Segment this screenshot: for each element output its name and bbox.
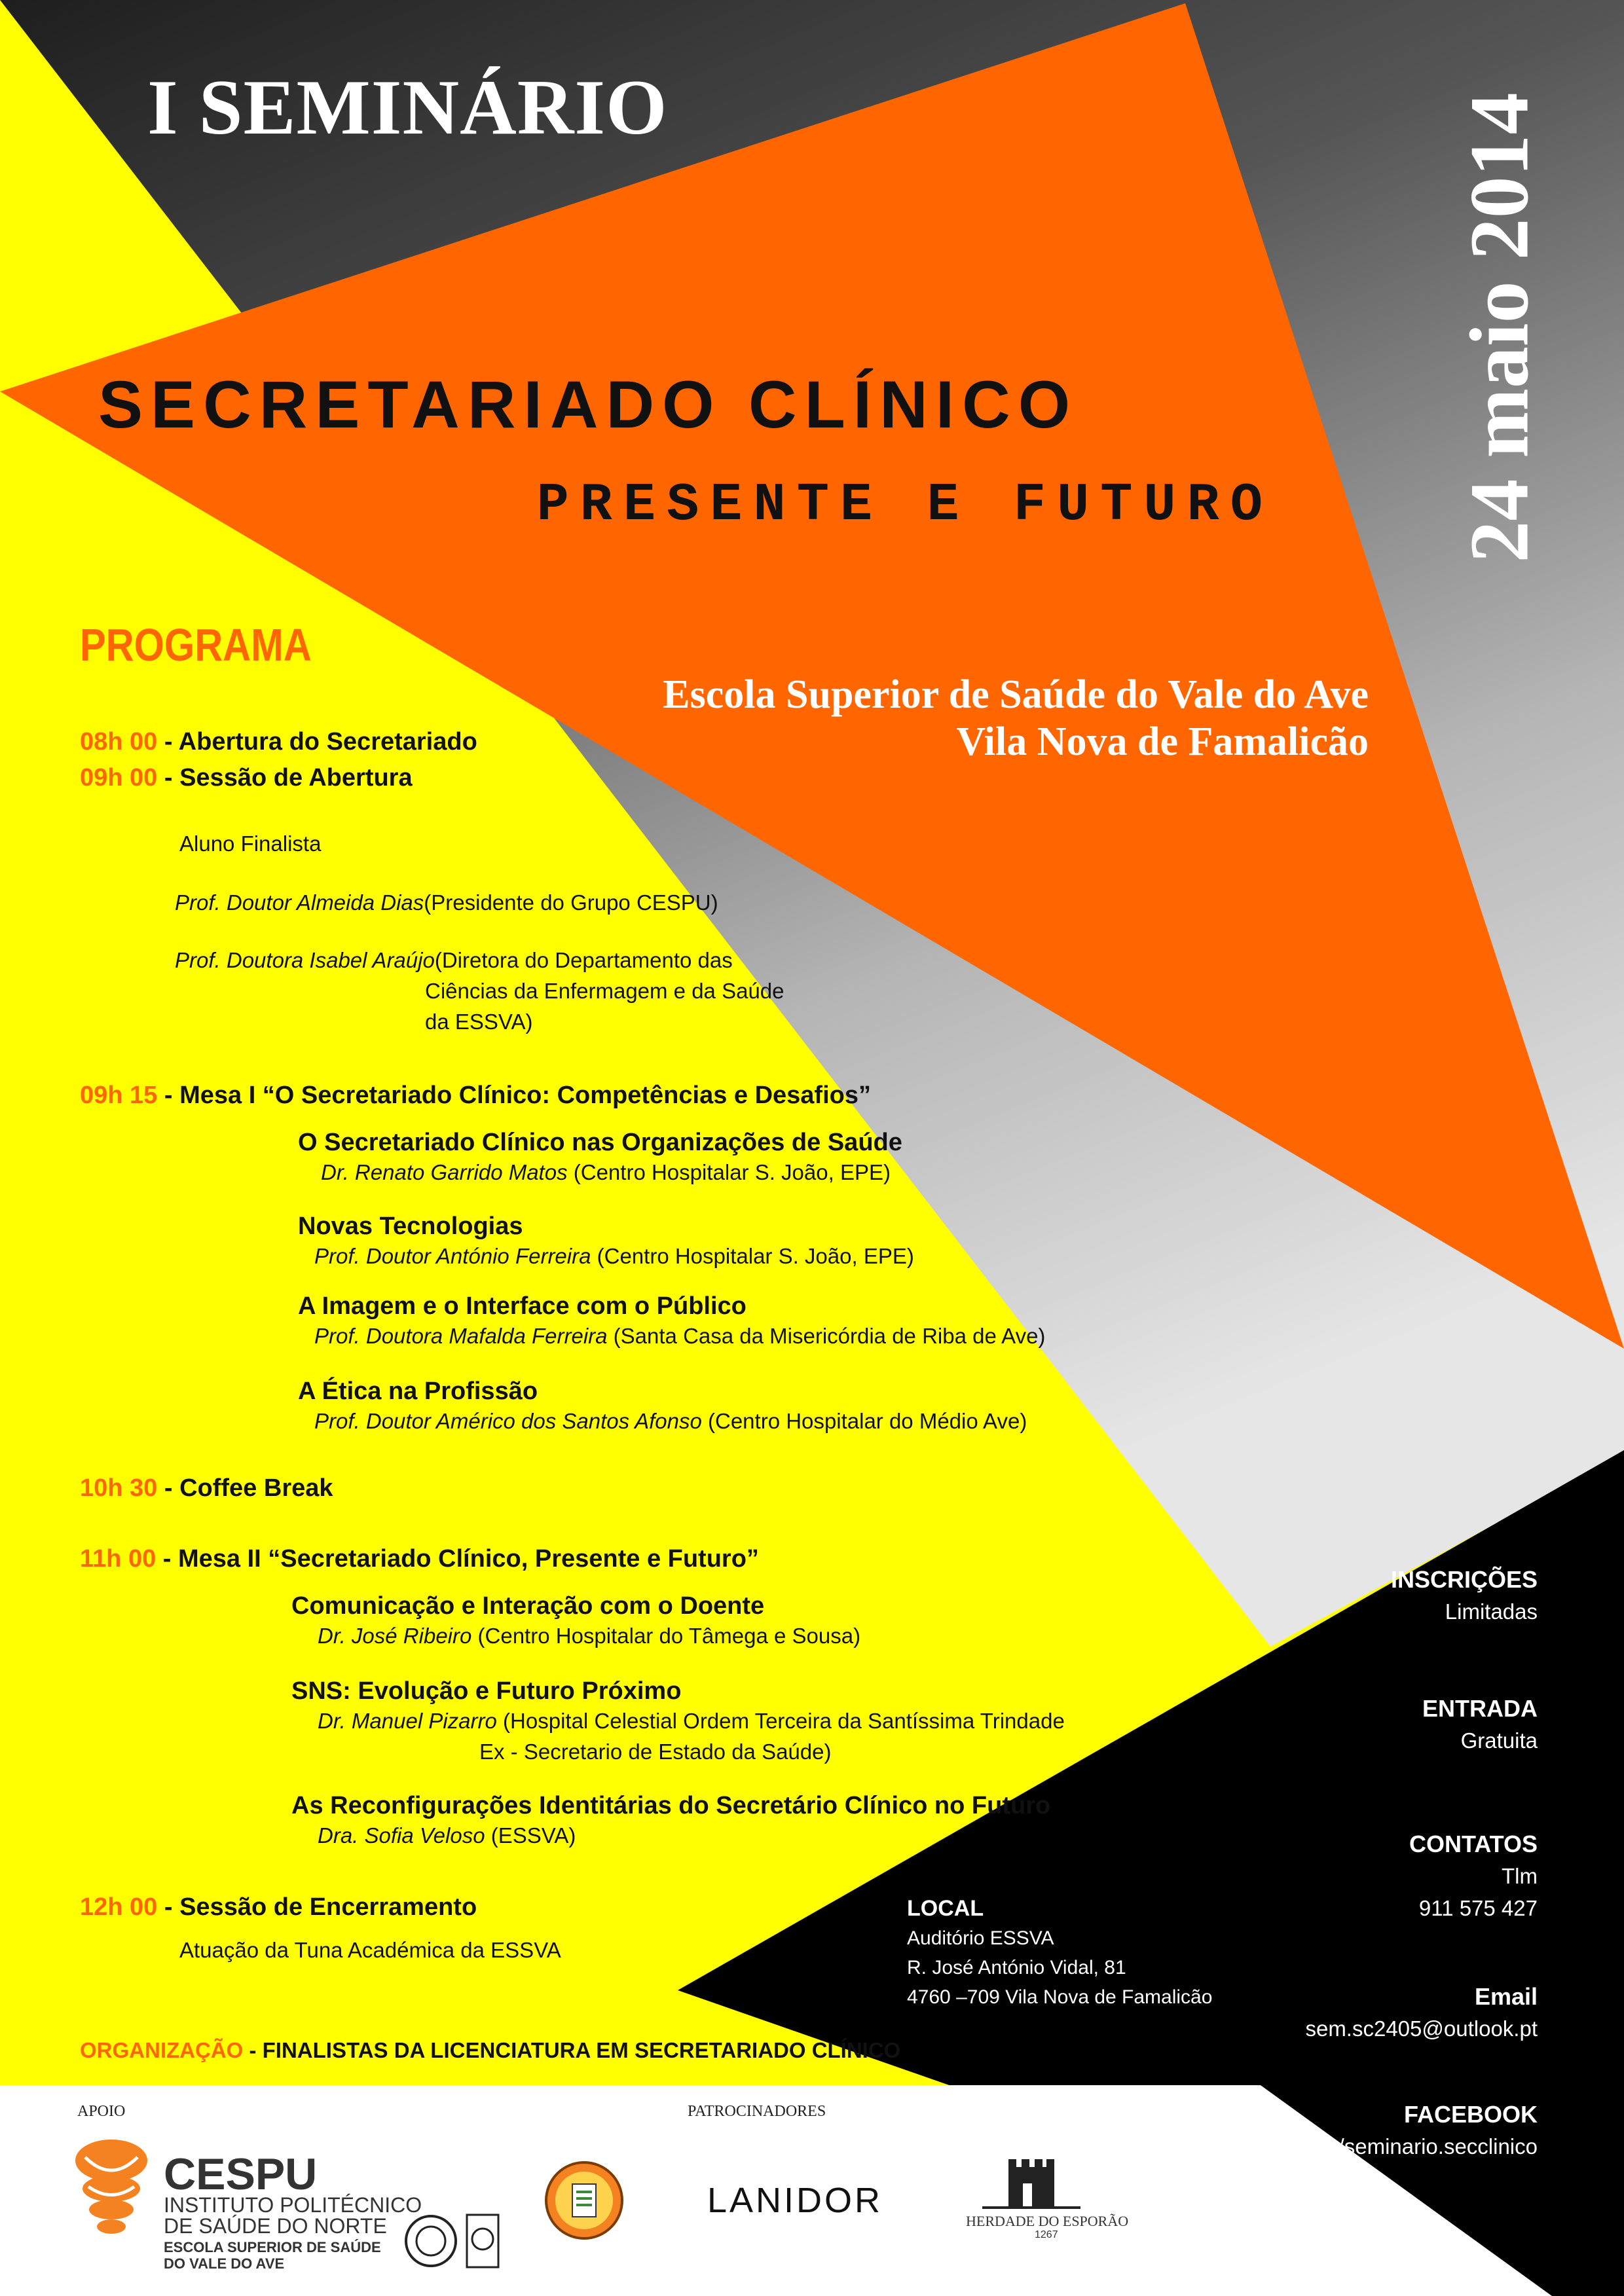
venue-school: Escola Superior de Saúde do Vale do Ave <box>663 672 1369 717</box>
email-info: Email sem.sc2405@outlook.pt <box>1305 1980 1538 2045</box>
cespu-name: CESPU <box>164 2149 318 2199</box>
cespu-school: ESCOLA SUPERIOR DE SAÚDE DO VALE DO AVE <box>164 2239 381 2272</box>
talk-title: Comunicação e Interação com o Doente <box>291 1592 765 1620</box>
certification-seals-icon <box>405 2212 503 2270</box>
organizacao: ORGANIZAÇÃO - FINALISTAS DA LICENCIATURA EM SECRETARIADO CLÍNICO <box>80 2038 901 2062</box>
talk-speaker-role: Ex - Secretario de Estado da Saúde) <box>479 1740 832 1764</box>
talk-speaker: Dr. José Ribeiro (Centro Hospitalar do Tâmega e Sousa) <box>318 1624 861 1648</box>
schedule-item: 08h 00 - Abertura do Secretariado <box>80 728 477 756</box>
schedule-item: 09h 00 - Sessão de Abertura <box>80 764 413 792</box>
schedule-item: 10h 30 - Coffee Break <box>80 1474 333 1502</box>
talk-title: As Reconfigurações Identitárias do Secretário Clínico no Futuro <box>291 1792 1051 1819</box>
talk-title: A Imagem e o Interface com o Público <box>298 1292 747 1320</box>
talk-speaker: Dr. Manuel Pizarro (Hospital Celestial Ordem Terceira da Santíssima Trindade <box>318 1709 1065 1733</box>
cespu-subtitle: INSTITUTO POLITÉCNICO DE SAÚDE DO NORTE <box>164 2193 422 2238</box>
inscricoes-info: INSCRIÇÕES Limitadas <box>1390 1566 1538 1624</box>
email-link[interactable]: sem.sc2405@outlook.pt <box>1305 2016 1538 2041</box>
talk-speaker: Dra. Sofia Veloso (ESSVA) <box>318 1823 576 1848</box>
esporao-year: 1267 <box>1035 2229 1058 2240</box>
speaker: Prof. Doutor Almeida Dias(Presidente do Grupo CESPU) <box>175 890 718 915</box>
speaker-role: da ESSVA) <box>425 1010 533 1034</box>
talk-speaker: Prof. Doutora Mafalda Ferreira (Santa Casa da Misericórdia de Riba de Ave) <box>314 1324 1046 1348</box>
talk-title: SNS: Evolução e Futuro Próximo <box>291 1677 682 1705</box>
event-subtitle: PRESENTE E FUTURO <box>536 475 1274 536</box>
talk-title: A Ética na Profissão <box>298 1377 538 1405</box>
closing-note: Atuação da Tuna Académica da ESSVA <box>179 1938 561 1962</box>
seminar-number: I SEMINÁRIO <box>147 64 668 151</box>
speaker-role: Ciências da Enfermagem e da Saúde <box>425 979 784 1003</box>
sponsor-badge-icon <box>545 2158 623 2243</box>
schedule-item: 12h 00 - Sessão de Encerramento <box>80 1893 477 1921</box>
talk-title: O Secretariado Clínico nas Organizações de Saúde <box>298 1129 902 1156</box>
facebook-link[interactable]: www.facebook.com/seminario.secclinico <box>1152 2134 1538 2159</box>
entrada-info: ENTRADA Gratuita <box>1422 1695 1538 1753</box>
cespu-logo-icon <box>72 2138 151 2242</box>
esporao-logo: HERDADE DO ESPORÃO <box>966 2213 1129 2229</box>
local-info: LOCAL Auditório ESSVA R. José António Vidal, 81 4760 –709 Vila Nova de Famalicão <box>907 1896 1213 2008</box>
talk-speaker: Prof. Doutor António Ferreira (Centro Hospitalar S. João, EPE) <box>314 1244 914 1268</box>
schedule-item: 11h 00 - Mesa II “Secretariado Clínico, Presente e Futuro” <box>80 1545 759 1573</box>
talk-speaker: Prof. Doutor Américo dos Santos Afonso (Centro Hospitalar do Médio Ave) <box>314 1409 1027 1433</box>
event-title: SECRETARIADO CLÍNICO <box>98 367 1079 442</box>
talk-speaker: Dr. Renato Garrido Matos (Centro Hospitalar S. João, EPE) <box>321 1160 891 1184</box>
apoio-label: APOIO <box>77 2103 126 2120</box>
lanidor-logo: LANIDOR <box>707 2181 883 2220</box>
patrocinadores-label: PATROCINADORES <box>688 2103 826 2120</box>
speaker: Aluno Finalista <box>179 831 322 856</box>
talk-title: Novas Tecnologias <box>298 1212 523 1240</box>
facebook-info: FACEBOOK www.facebook.com/seminario.secclinico <box>1152 2098 1538 2162</box>
castle-tower-icon <box>982 2154 1080 2213</box>
event-date: 24 maio 2014 <box>1452 92 1546 563</box>
venue <box>663 671 1369 765</box>
venue-city: Vila Nova de Famalicão <box>956 720 1369 764</box>
programa-heading: PROGRAMA <box>80 619 312 670</box>
contatos-info: CONTATOS Tlm 911 575 427 <box>1409 1831 1538 1920</box>
speaker: Prof. Doutora Isabel Araújo(Diretora do Departamento das <box>175 948 733 972</box>
schedule-item: 09h 15 - Mesa I “O Secretariado Clínico: Competências e Desafios” <box>80 1082 871 1109</box>
